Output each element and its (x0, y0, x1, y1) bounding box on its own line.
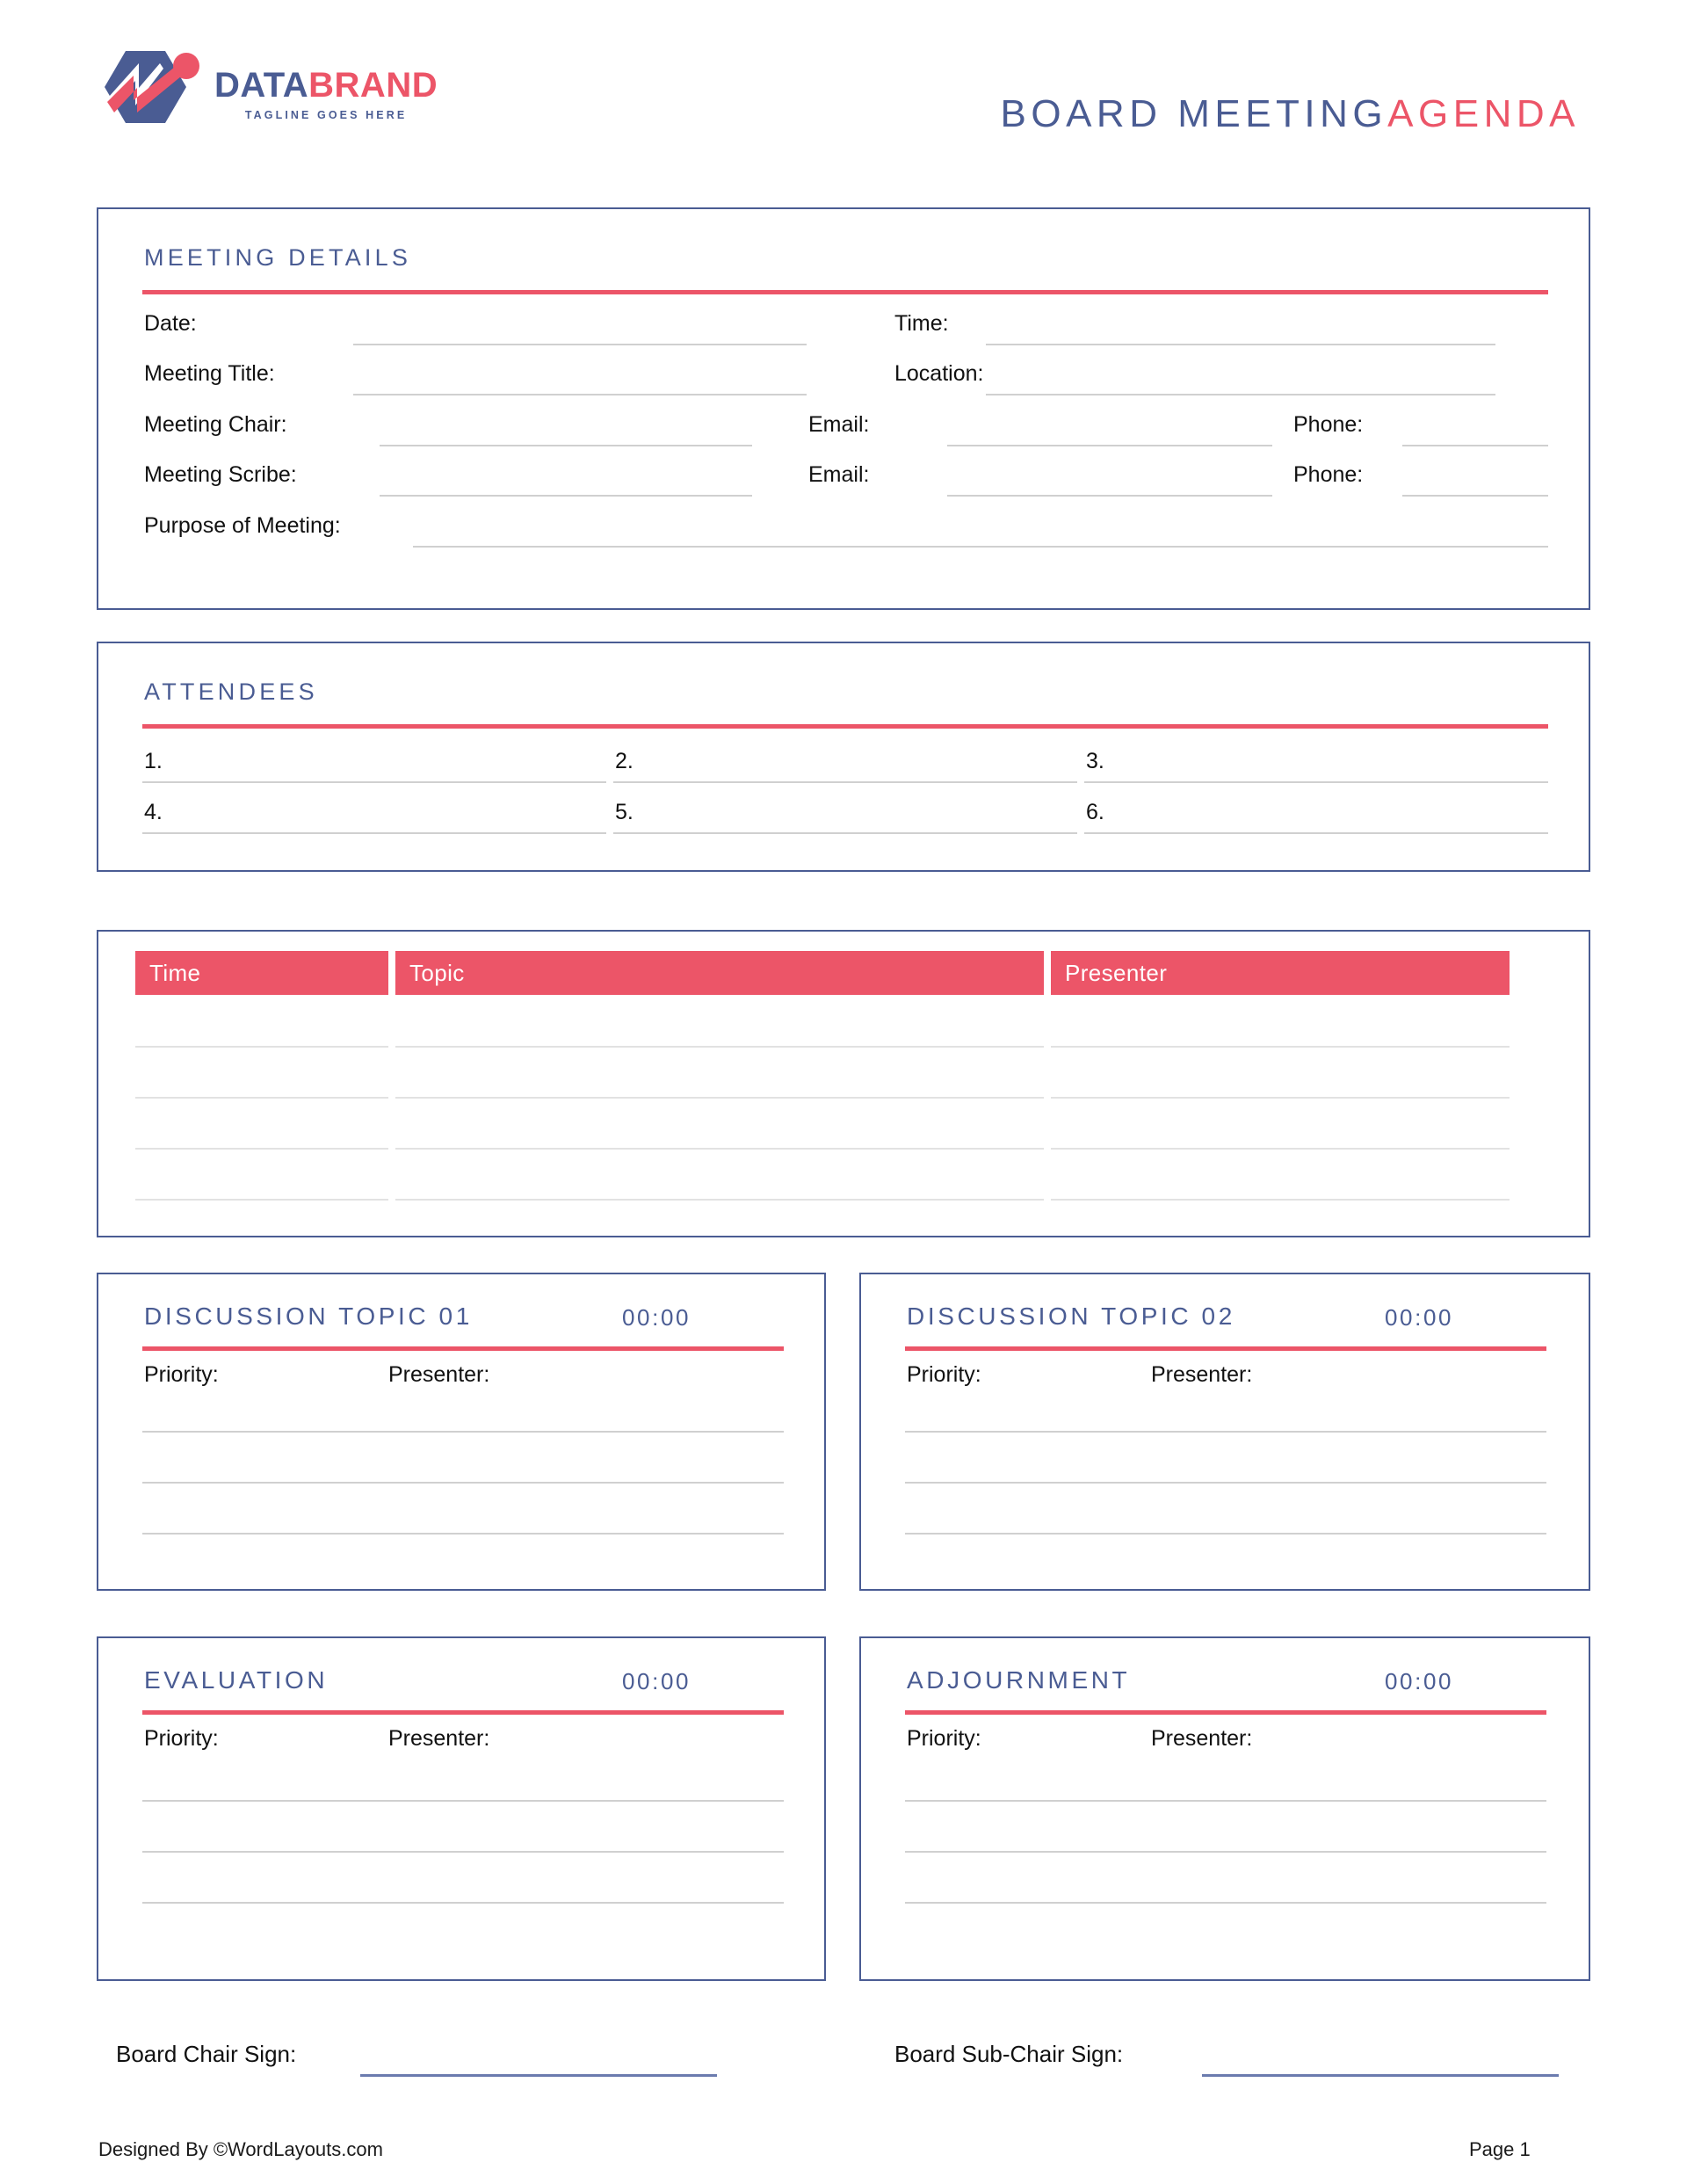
attendee-number: 2. (615, 749, 634, 773)
brand-name-part1: DATA (214, 65, 309, 105)
meeting-details-panel (97, 207, 1590, 610)
time-label: Time: (894, 311, 949, 336)
topic-card-accent-rule (905, 1346, 1546, 1351)
topic-card-title: DISCUSSION TOPIC 02 (907, 1302, 1235, 1330)
location-input-line[interactable] (986, 394, 1495, 395)
topic-card-priority-label: Priority: (144, 1726, 219, 1751)
table-row-divider (135, 1046, 388, 1048)
attendee-input-line[interactable] (1084, 781, 1548, 783)
table-row-divider (395, 1097, 1044, 1099)
topic-card-title: DISCUSSION TOPIC 01 (144, 1302, 473, 1330)
topic-card-time: 00:00 (1385, 1304, 1454, 1331)
page-title (1000, 92, 1580, 135)
topic-card-note-line[interactable] (142, 1482, 784, 1484)
agenda-table-panel (97, 930, 1590, 1237)
brand-name-part2: BRAND (308, 65, 438, 105)
topic-card-adjournment (859, 1636, 1590, 1981)
scribe-phone-label: Phone: (1293, 462, 1364, 487)
attendee-input-line[interactable] (142, 832, 606, 834)
meeting-scribe-input-line[interactable] (380, 495, 752, 497)
board-chair-sign-line[interactable] (360, 2074, 717, 2077)
meeting-details-title: MEETING DETAILS (144, 244, 412, 271)
board-sub-chair-sign-line[interactable] (1202, 2074, 1559, 2077)
attendee-input-line[interactable] (613, 781, 1077, 783)
attendees-panel (97, 642, 1590, 872)
table-row-divider (135, 1097, 388, 1099)
topic-card-priority-label: Priority: (907, 1726, 981, 1751)
topic-card-time: 00:00 (622, 1668, 691, 1694)
meeting-chair-input-line[interactable] (380, 445, 752, 446)
date-input-line[interactable] (353, 344, 807, 345)
meeting-details-accent-rule (142, 290, 1548, 294)
chair-email-label: Email: (808, 412, 870, 437)
meeting-title-input-line[interactable] (353, 394, 807, 395)
date-label: Date: (144, 311, 197, 336)
topic-card-accent-rule (142, 1346, 784, 1351)
attendee-number: 5. (615, 800, 634, 824)
topic-card-priority-label: Priority: (144, 1362, 219, 1387)
page-title-part2: AGENDA (1387, 92, 1580, 135)
attendee-number: 1. (144, 749, 163, 773)
topic-card-evaluation (97, 1636, 826, 1981)
brand-logo (95, 42, 438, 141)
attendee-number: 3. (1086, 749, 1104, 773)
page-title-part1: BOARD MEETING (1000, 92, 1388, 135)
topic-card-discussion-topic-01 (97, 1273, 826, 1591)
board-chair-sign-label: Board Chair Sign: (116, 2041, 297, 2067)
scribe-email-input-line[interactable] (947, 495, 1272, 497)
topic-card-accent-rule (142, 1710, 784, 1715)
purpose-label: Purpose of Meeting: (144, 513, 341, 538)
location-label: Location: (894, 361, 984, 386)
topic-card-accent-rule (905, 1710, 1546, 1715)
chair-phone-label: Phone: (1293, 412, 1364, 437)
time-input-line[interactable] (986, 344, 1495, 345)
attendee-input-line[interactable] (142, 781, 606, 783)
table-header-presenter: Presenter (1051, 951, 1510, 995)
topic-card-presenter-label: Presenter: (388, 1362, 490, 1387)
table-row-divider (135, 1148, 388, 1150)
topic-card-note-line[interactable] (905, 1851, 1546, 1853)
topic-card-note-line[interactable] (905, 1431, 1546, 1433)
meeting-chair-label: Meeting Chair: (144, 412, 287, 437)
board-sub-chair-sign-label: Board Sub-Chair Sign: (894, 2041, 1124, 2067)
topic-card-presenter-label: Presenter: (1151, 1362, 1253, 1387)
topic-card-presenter-label: Presenter: (1151, 1726, 1253, 1751)
brand-tagline: TAGLINE GOES HERE (244, 108, 408, 121)
topic-card-time: 00:00 (1385, 1668, 1454, 1694)
topic-card-note-line[interactable] (142, 1431, 784, 1433)
meeting-title-label: Meeting Title: (144, 361, 275, 386)
topic-card-note-line[interactable] (905, 1902, 1546, 1904)
hexagon-chart-logo-icon (95, 42, 202, 141)
attendee-number: 6. (1086, 800, 1104, 824)
table-header-topic: Topic (395, 951, 1044, 995)
table-header-time: Time (135, 951, 388, 995)
table-row-divider (395, 1199, 1044, 1201)
topic-card-note-line[interactable] (142, 1902, 784, 1904)
topic-card-note-line[interactable] (142, 1533, 784, 1535)
topic-card-title: ADJOURNMENT (907, 1666, 1131, 1694)
brand-name (214, 65, 438, 105)
topic-card-note-line[interactable] (905, 1482, 1546, 1484)
topic-card-presenter-label: Presenter: (388, 1726, 490, 1751)
brand-wordmark (214, 65, 438, 121)
table-row-divider (1051, 1046, 1510, 1048)
table-row-divider (1051, 1148, 1510, 1150)
table-row-divider (135, 1199, 388, 1201)
designed-by-credit: Designed By ©WordLayouts.com (98, 2138, 383, 2160)
table-row-divider (1051, 1199, 1510, 1201)
topic-card-note-line[interactable] (142, 1800, 784, 1802)
document-header (0, 0, 1687, 189)
topic-card-discussion-topic-02 (859, 1273, 1590, 1591)
attendee-input-line[interactable] (613, 832, 1077, 834)
topic-card-note-line[interactable] (905, 1533, 1546, 1535)
meeting-scribe-label: Meeting Scribe: (144, 462, 297, 487)
scribe-email-label: Email: (808, 462, 870, 487)
table-row-divider (395, 1046, 1044, 1048)
topic-card-priority-label: Priority: (907, 1362, 981, 1387)
attendee-input-line[interactable] (1084, 832, 1548, 834)
scribe-phone-input-line[interactable] (1402, 495, 1548, 497)
topic-card-time: 00:00 (622, 1304, 691, 1331)
table-row-divider (1051, 1097, 1510, 1099)
attendees-accent-rule (142, 724, 1548, 729)
topic-card-note-line[interactable] (905, 1800, 1546, 1802)
table-row-divider (395, 1148, 1044, 1150)
page-number: Page 1 (1469, 2138, 1531, 2160)
attendee-number: 4. (144, 800, 163, 824)
purpose-input-line[interactable] (413, 546, 1548, 548)
attendees-title: ATTENDEES (144, 678, 318, 705)
chair-phone-input-line[interactable] (1402, 445, 1548, 446)
chair-email-input-line[interactable] (947, 445, 1272, 446)
topic-card-title: EVALUATION (144, 1666, 329, 1694)
topic-card-note-line[interactable] (142, 1851, 784, 1853)
